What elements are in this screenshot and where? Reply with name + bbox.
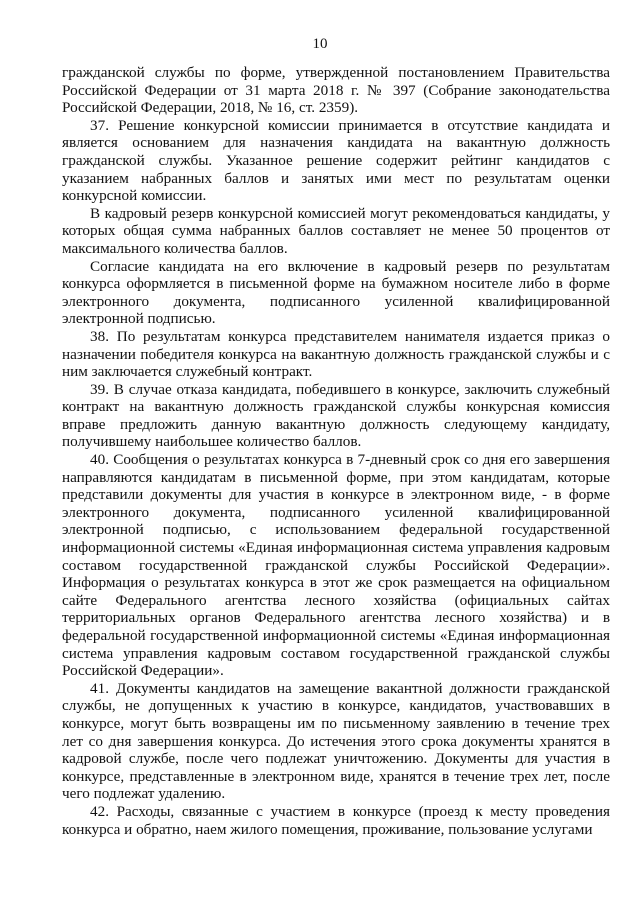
page-number: 10 xyxy=(312,36,328,52)
paragraph-39: 39. В случае отказа кандидата, победившего в конкурсе, заключить служебный контракт на вакантную должность гражданской службы конкурсная комиссия вправе предложить данную вакантную должность следующему кандидату, получившему наибольшее количество баллов. xyxy=(62,380,610,451)
paragraph-38: 38. По результатам конкурса представителем нанимателя издается приказ о назначении победителя конкурса на вакантную должность гражданской службы и с ним заключается служебный контракт. xyxy=(62,327,610,381)
paragraph-41: 41. Документы кандидатов на замещение вакантной должности гражданской службы, не допущенных к участию в конкурсе, кандидатов, участвовавших в конкурсе, могут быть возвращены им по письменному заявлению в течение трех лет со дня завершения конкурса. До истечения этого срока документы хранятся в кадровой службе, после чего подлежат уничтожению. Документы для участия в конкурсе, представленные в электронном виде, хранятся в течение трех лет, после чего подлежат удалению. xyxy=(62,679,610,803)
paragraph-37: 37. Решение конкурсной комиссии принимается в отсутствие кандидата и является основанием для назначения кандидата на вакантную должность гражданской службы. Указанное решение содержит рейтинг кандидатов с указанием набранных баллов и занятых ими мест по результатам оценки конкурсной комиссии. xyxy=(62,116,610,205)
document-body xyxy=(62,64,610,838)
paragraph-37-reserve: В кадровый резерв конкурсной комиссией могут рекомендоваться кандидаты, у которых общая сумма набранных баллов составляет не менее 50 процентов от максимального количества баллов. xyxy=(62,204,610,257)
paragraph-42: 42. Расходы, связанные с участием в конкурсе (проезд к месту проведения конкурса и обратно, наем жилого помещения, проживание, пользование услугами xyxy=(62,802,610,838)
paragraph-40: 40. Сообщения о результатах конкурса в 7-дневный срок со дня его завершения направляются кандидатам в письменной форме, при этом кандидатам, которые представили документы для участия в конкурсе в электронном виде, - в форме электронного документа, подписанного усиленной квалифицированной электронной подписью, с использованием федеральной государственной информационной системы «Единая информационная система управления кадровым составом государственной гражданской службы Российской Федерации». Информация о результатах конкурса в этот же срок размещается на официальном сайте Федерального агентства лесного хозяйства (официальных сайтах территориальных органов Федерального агентства лесного хозяйства) и в федеральной государственной информационной системы «Единая информационная система управления кадровым составом государственной гражданской службы Российской Федерации». xyxy=(62,451,610,680)
paragraph-continuation: гражданской службы по форме, утвержденной постановлением Правительства Российской Федерации от 31 марта 2018 г. № 397 (Собрание законодательства Российской Федерации, 2018, № 16, ст. 2359). xyxy=(62,64,610,117)
paragraph-37-consent: Согласие кандидата на его включение в кадровый резерв по результатам конкурса оформляется в письменной форме на бумажном носителе либо в форме электронного документа, подписанного усиленной квалифицированной электронной подписью. xyxy=(62,257,610,328)
